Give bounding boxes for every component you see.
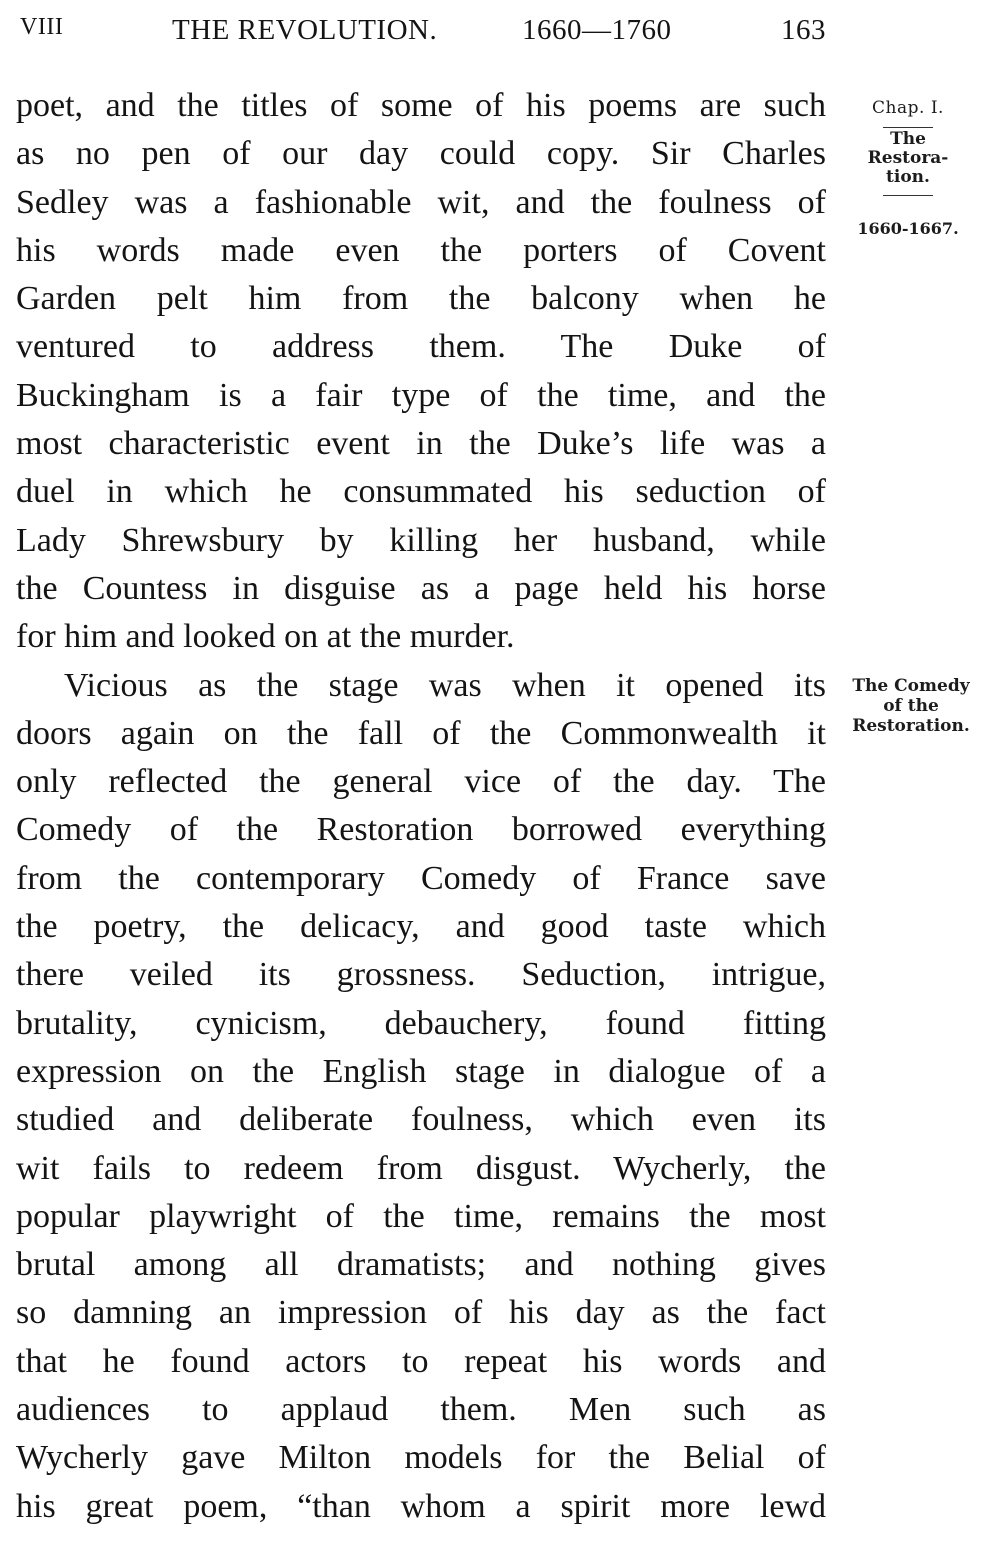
- text-line: Wycherly gave Milton models for the Belial of: [16, 1439, 826, 1477]
- text-line: Comedy of the Restoration borrowed everything: [16, 811, 826, 849]
- header-dates: 1660—1760: [522, 14, 672, 46]
- margin-note-chapter: [848, 97, 968, 240]
- text-line-paragraph-end: for him and looked on at the murder.: [16, 618, 515, 656]
- text-line: as no pen of our day could copy. Sir Charles: [16, 135, 826, 173]
- text-line: only reflected the general vice of the day. The: [16, 763, 826, 801]
- margin-date-range: 1660-1667.: [857, 219, 959, 238]
- text-line: Lady Shrewsbury by killing her husband, while: [16, 521, 826, 559]
- text-line: Sedley was a fashionable wit, and the foulness of: [16, 183, 826, 221]
- text-line: from the contemporary Comedy of France save: [16, 859, 826, 897]
- margin-topic-line: Restoration.: [852, 716, 970, 736]
- text-line: duel in which he consummated his seduction of: [16, 473, 826, 511]
- margin-topic-line: of the: [883, 696, 939, 716]
- margin-rule: [883, 195, 933, 196]
- text-line: brutal among all dramatists; and nothing gives: [16, 1246, 826, 1284]
- text-line: ventured to address them. The Duke of: [16, 328, 826, 366]
- text-line: there veiled its grossness. Seduction, intrigue,: [16, 956, 826, 994]
- margin-rule: [883, 127, 933, 128]
- margin-section-line: Restora-: [867, 148, 949, 168]
- margin-chapter-label: Chap. I.: [872, 98, 944, 118]
- text-line: brutality, cynicism, debauchery, found fitting: [16, 1004, 826, 1042]
- text-line: wit fails to redeem from disgust. Wycherly, the: [16, 1149, 826, 1187]
- margin-topic-line: The Comedy: [852, 676, 970, 696]
- text-line: that he found actors to repeat his words and: [16, 1342, 826, 1380]
- text-line: audiences to applaud them. Men such as: [16, 1391, 826, 1429]
- text-line: the poetry, the delicacy, and good taste which: [16, 908, 826, 946]
- header-title: THE REVOLUTION.: [172, 14, 438, 46]
- running-header: [16, 14, 828, 54]
- text-line: the Countess in disguise as a page held his horse: [16, 569, 826, 607]
- text-line: studied and deliberate foulness, which even its: [16, 1101, 826, 1139]
- text-line: popular playwright of the time, remains the most: [16, 1197, 826, 1235]
- page-number: 163: [781, 14, 826, 46]
- header-chapter-number: VIII: [20, 14, 64, 40]
- text-line: Garden pelt him from the balcony when he: [16, 280, 826, 318]
- text-line: his words made even the porters of Covent: [16, 231, 826, 269]
- text-line: most characteristic event in the Duke’s life was a: [16, 425, 826, 463]
- text-line: his great poem, “than whom a spirit more lewd: [16, 1487, 826, 1525]
- text-line: Buckingham is a fair type of the time, and the: [16, 376, 826, 414]
- text-line: expression on the English stage in dialogue of a: [16, 1052, 826, 1090]
- text-line: doors again on the fall of the Commonwealth it: [16, 714, 826, 752]
- text-line: poet, and the titles of some of his poems are such: [16, 87, 826, 124]
- text-line-paragraph-start: Vicious as the stage was when it opened its: [64, 666, 826, 704]
- margin-section-line: tion.: [886, 167, 930, 187]
- body-text: [16, 82, 826, 1531]
- text-line: so damning an impression of his day as the fact: [16, 1294, 826, 1332]
- margin-note-topic: [826, 676, 996, 736]
- margin-section-line: The: [890, 129, 926, 149]
